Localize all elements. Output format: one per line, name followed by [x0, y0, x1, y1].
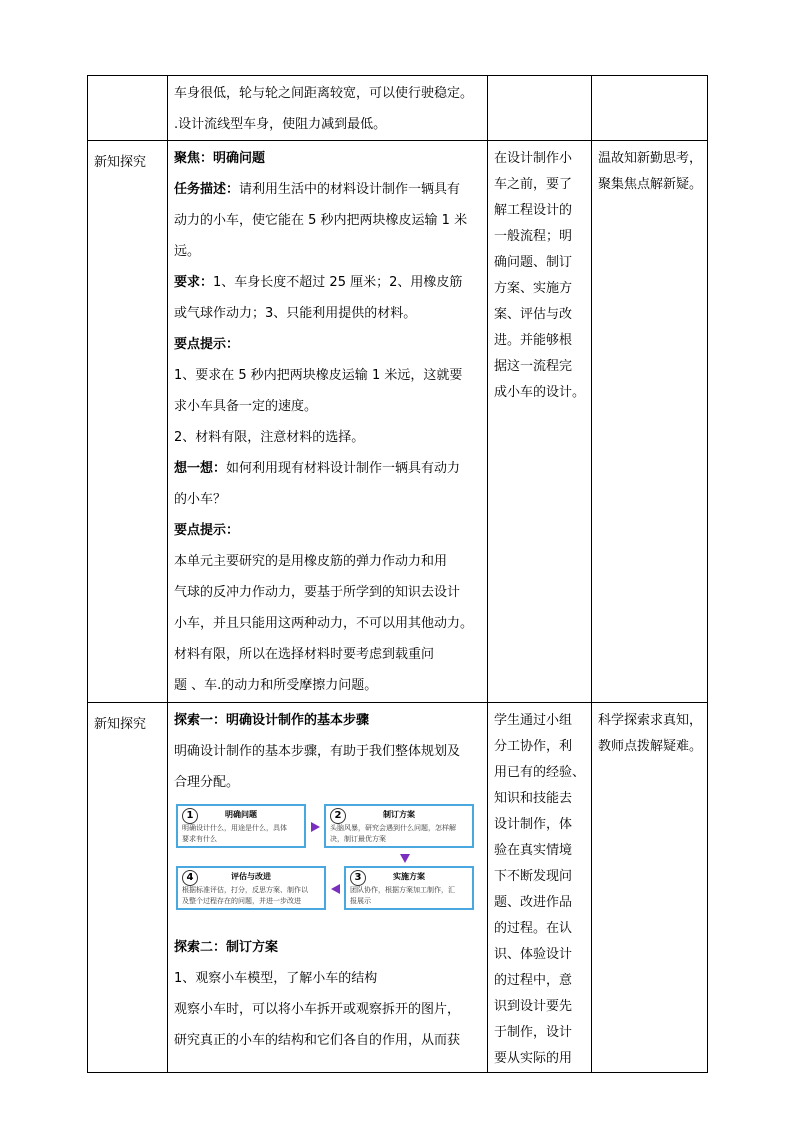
content-line: 研究真正的小车的结构和它们各自的作用，从而获	[174, 1033, 461, 1048]
step-desc: 团队协作，根据方案加工制作，汇 报展示	[350, 886, 455, 905]
stage-cell: 新知探究	[88, 703, 168, 1073]
side-text-line: 学生通过小组	[494, 713, 573, 728]
content-line: 要点提示：	[174, 337, 240, 352]
design-intent-cell	[592, 703, 708, 1073]
side-text-line: 题、改进作品	[494, 895, 573, 910]
content-line: 题 、车.的动力和所受摩擦力问题。	[174, 678, 378, 693]
stage-cell: 新知探究	[88, 141, 168, 703]
step-desc: 根据标准评估，打分，反思方案、制作以 及整个过程存在的问题，并进一步改进	[182, 886, 308, 905]
step-number: 2	[330, 808, 346, 824]
content-line: 合理分配。	[174, 775, 240, 790]
table-row	[88, 703, 708, 1073]
lesson-plan-table	[87, 75, 708, 1073]
table-row	[88, 76, 708, 141]
table-row	[88, 141, 708, 703]
content-line: 要点提示：	[174, 523, 240, 538]
content-line: 2、材料有限，注意材料的选择。	[174, 430, 365, 445]
content-line: 或气球作动力；3、只能利用提供的材料。	[174, 306, 417, 321]
student-activity-cell	[488, 141, 592, 703]
content-line: 探索一：明确设计制作的基本步骤	[174, 713, 370, 728]
student-activity-cell	[488, 76, 592, 141]
side-text-line: 确问题、制订	[494, 255, 573, 270]
content-line: 小车，并且只能用这两种动力，不可以用其他动力。	[174, 616, 474, 631]
design-intent-cell	[592, 141, 708, 703]
side-text-line: 教师点拨解疑难。	[598, 739, 703, 754]
side-text-line: 案、评估与改	[494, 307, 573, 322]
step-number: 4	[182, 870, 198, 886]
side-text-line: 下不断发现问	[494, 869, 573, 884]
content-line: 材料有限，所以在选择材料时要考虑到载重问	[174, 647, 435, 662]
student-activity-cell	[488, 703, 592, 1073]
content-line: .设计流线型车身，使阻力减到最低。	[174, 117, 387, 132]
content-line: 明确设计制作的基本步骤，有助于我们整体规划及	[174, 744, 461, 759]
side-text-line: 温故知新勤思考，	[598, 151, 703, 166]
side-text-line: 要从实际的用	[494, 1051, 573, 1066]
side-text-line: 设计制作，体	[494, 817, 573, 832]
side-text-line: 识、体验设计	[494, 947, 573, 962]
content-line: 聚焦：明确问题	[174, 151, 266, 166]
content-line: 探索二：制订方案	[174, 940, 279, 955]
side-text-line: 的过程中，意	[494, 973, 573, 988]
side-text-line: 分工协作，利	[494, 739, 573, 754]
step-number: 1	[182, 808, 198, 824]
flow-step-3	[344, 866, 474, 910]
side-text-line: 验在真实情境	[494, 843, 573, 858]
side-text-line: 方案、实施方	[494, 281, 573, 296]
side-text-line: 的过程。在认	[494, 921, 573, 936]
step-desc: 明确设计什么，用途是什么，具体 要求有什么	[182, 824, 287, 843]
stage-cell	[88, 76, 168, 141]
flow-step-1	[176, 804, 306, 848]
side-text-line: 科学探索求真知，	[598, 713, 703, 728]
step-title: 评估与改进	[231, 872, 271, 881]
flow-step-4	[176, 866, 326, 910]
side-text-line: 成小车的设计。	[494, 385, 586, 400]
content-line: 想一想：如何利用现有材料设计制作一辆具有动力	[174, 461, 461, 476]
side-text-line: 于制作，设计	[494, 1025, 573, 1040]
content-line: 任务描述：请利用生活中的材料设计制作一辆具有	[174, 182, 461, 197]
side-text-line: 聚集焦点解新疑。	[598, 177, 703, 192]
step-desc: 头脑风暴，研究会遇到什么问题，怎样解 决，制订最优方案	[330, 824, 456, 843]
side-text-line: 解工程设计的	[494, 203, 573, 218]
arrow-down-icon	[400, 854, 410, 863]
step-title: 明确问题	[225, 810, 257, 819]
content-line: 动力的小车，使它能在 5 秒内把两块橡皮运输 1 米	[174, 213, 468, 228]
design-process-flowchart	[176, 804, 476, 928]
step-number: 3	[350, 870, 366, 886]
side-text-line: 据这一流程完	[494, 359, 573, 374]
content-cell	[168, 76, 488, 141]
content-line: 的小车？	[174, 492, 227, 507]
side-text-line: 在设计制作小	[494, 151, 573, 166]
content-cell	[168, 703, 488, 1073]
side-text-line: 用已有的经验、	[494, 765, 586, 780]
content-line: 1、要求在 5 秒内把两块橡皮运输 1 米远，这就要	[174, 368, 463, 383]
content-line: 1、观察小车模型，了解小车的结构	[174, 971, 378, 986]
step-title: 实施方案	[393, 872, 425, 881]
step-title: 制订方案	[383, 810, 415, 819]
flow-step-2	[324, 804, 474, 848]
content-line: 车身很低，轮与轮之间距离较宽，可以使行驶稳定。	[174, 86, 474, 101]
content-line: 求小车具备一定的速度。	[174, 399, 318, 414]
arrow-right-icon	[311, 822, 320, 832]
content-cell	[168, 141, 488, 703]
side-text-line: 识到设计要先	[494, 999, 573, 1014]
content-line: 本单元主要研究的是用橡皮筋的弹力作动力和用	[174, 554, 448, 569]
design-intent-cell	[592, 76, 708, 141]
side-text-line: 进。并能够根	[494, 333, 573, 348]
side-text-line: 车之前，要了	[494, 177, 573, 192]
side-text-line: 一般流程；明	[494, 229, 573, 244]
content-line: 观察小车时，可以将小车拆开或观察拆开的图片，	[174, 1002, 461, 1017]
side-text-line: 知识和技能去	[494, 791, 573, 806]
content-line: 要求：1、车身长度不超过 25 厘米；2、用橡皮筋	[174, 275, 463, 290]
content-line: 气球的反冲力作动力，要基于所学到的知识去设计	[174, 585, 461, 600]
arrow-left-icon	[331, 884, 340, 894]
content-line: 远。	[174, 244, 201, 259]
